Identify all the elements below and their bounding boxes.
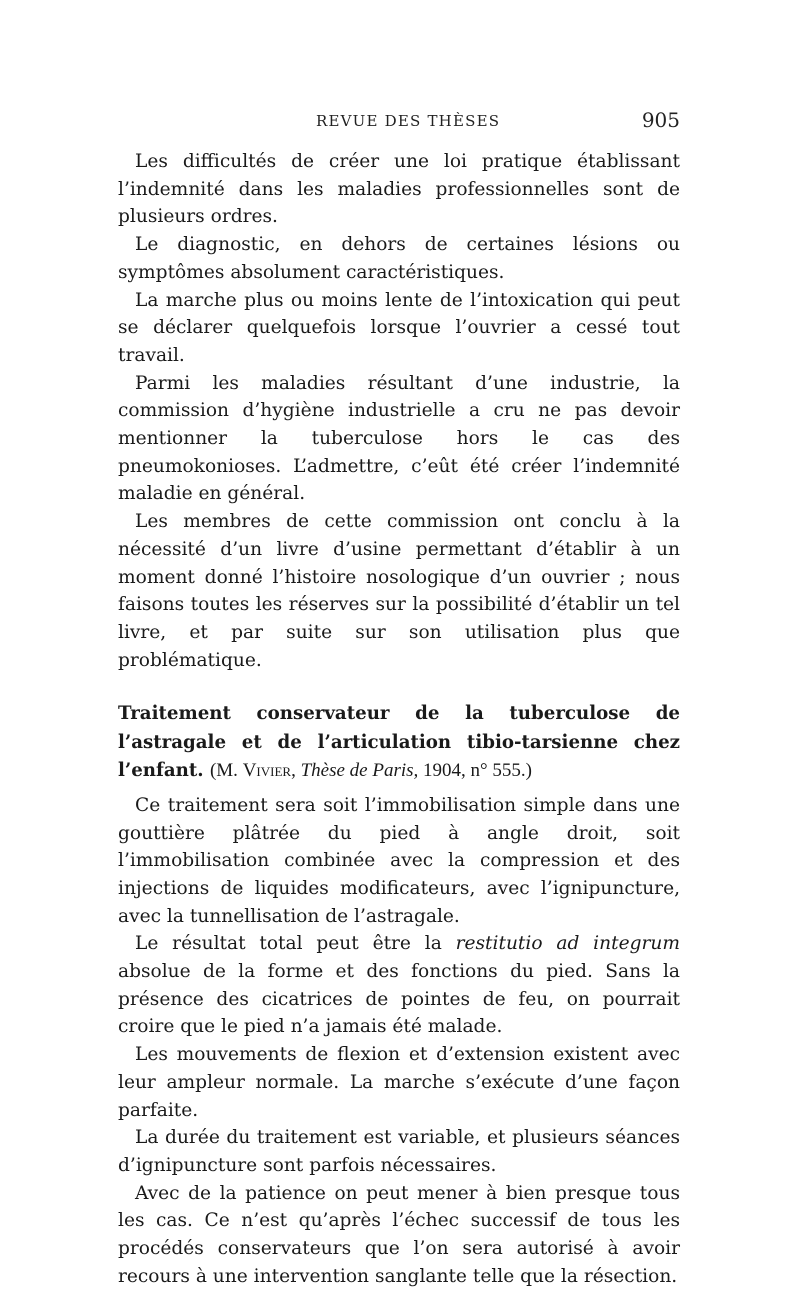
paragraph: La marche plus ou moins lente de l’intoxication qui peut se déclarer quelquefois lorsque l’ouvrier a cessé tout travail.: [118, 289, 680, 366]
paragraph: Parmi les maladies résultant d’une industrie, la commission d’hygiène industrielle a cru ne pas devoir mentionner la tuberculose hors le cas des pneumokonioses. L’admettre, c’eût été créer l’indemnité maladie en général.: [118, 372, 680, 505]
paragraph: [118, 930, 680, 1041]
paragraph: Le diagnostic, en dehors de certaines lésions ou symptômes absolument caractéristiques.: [118, 234, 680, 283]
section-title: Traitement conservateur de la tuberculose de l’astragale et de l’articulation tibio-tarsienne chez l’enfant.: [118, 703, 680, 782]
paragraph: Les difficultés de créer une loi pratique établissant l’indemnité dans les maladies professionnelles sont de plusieurs ordres.: [118, 151, 680, 228]
paragraph: Les membres de cette commission ont conclu à la nécessité d’un livre d’usine permettant d’établir à un moment donné l’histoire nosologique d’un ouvrier ; nous faisons toutes les réserves sur la possibilité d’établir un tel livre, et par suite sur son utilisation plus que problématique.: [118, 511, 680, 671]
page-header: [118, 108, 680, 138]
reference-open: (M.: [209, 760, 238, 782]
paragraph: Avec de la patience on peut mener à bien presque tous les cas. Ce n’est qu’après l’échec successif de tous les procédés conservateurs que l’on sera autorisé à avoir recours à une intervention sanglante telle que la résection.: [118, 1182, 680, 1287]
paragraph: Ce traitement sera soit l’immobilisation simple dans une gouttière plâtrée du pied à angle droit, soit l’immobilisation combinée avec la compression et des injections de liquides modificateurs, avec l’ignipuncture, avec la tunnellisation de l’astragale.: [118, 794, 680, 927]
paragraph: Les mouvements de flexion et d’extension existent avec leur ampleur normale. La marche s’exécute d’une façon parfaite.: [118, 1044, 680, 1121]
section-heading: [118, 700, 680, 786]
paragraph: La durée du traitement est variable, et plusieurs séances d’ignipuncture sont parfois nécessaires.: [118, 1127, 680, 1176]
section-spacer: [118, 674, 680, 700]
section-reference: [210, 760, 532, 781]
paragraph-text: Le résultat total peut être la: [135, 933, 442, 955]
running-title: REVUE DES THÈSES: [316, 112, 501, 130]
paragraph-text: absolue de la forme et des fonctions du pied. Sans la présence des cicatrices de pointes de feu, on pourrait croire que le pied n’a jamais été malade.: [118, 961, 680, 1038]
reference-close: 1904, n° 555.): [423, 760, 532, 782]
latin-phrase: restitutio ad integrum: [455, 933, 680, 955]
page-body: [118, 148, 680, 1291]
reference-author: Vivier,: [242, 760, 296, 782]
reference-source: Thèse de Paris,: [300, 760, 419, 782]
page-number: 905: [641, 108, 680, 132]
